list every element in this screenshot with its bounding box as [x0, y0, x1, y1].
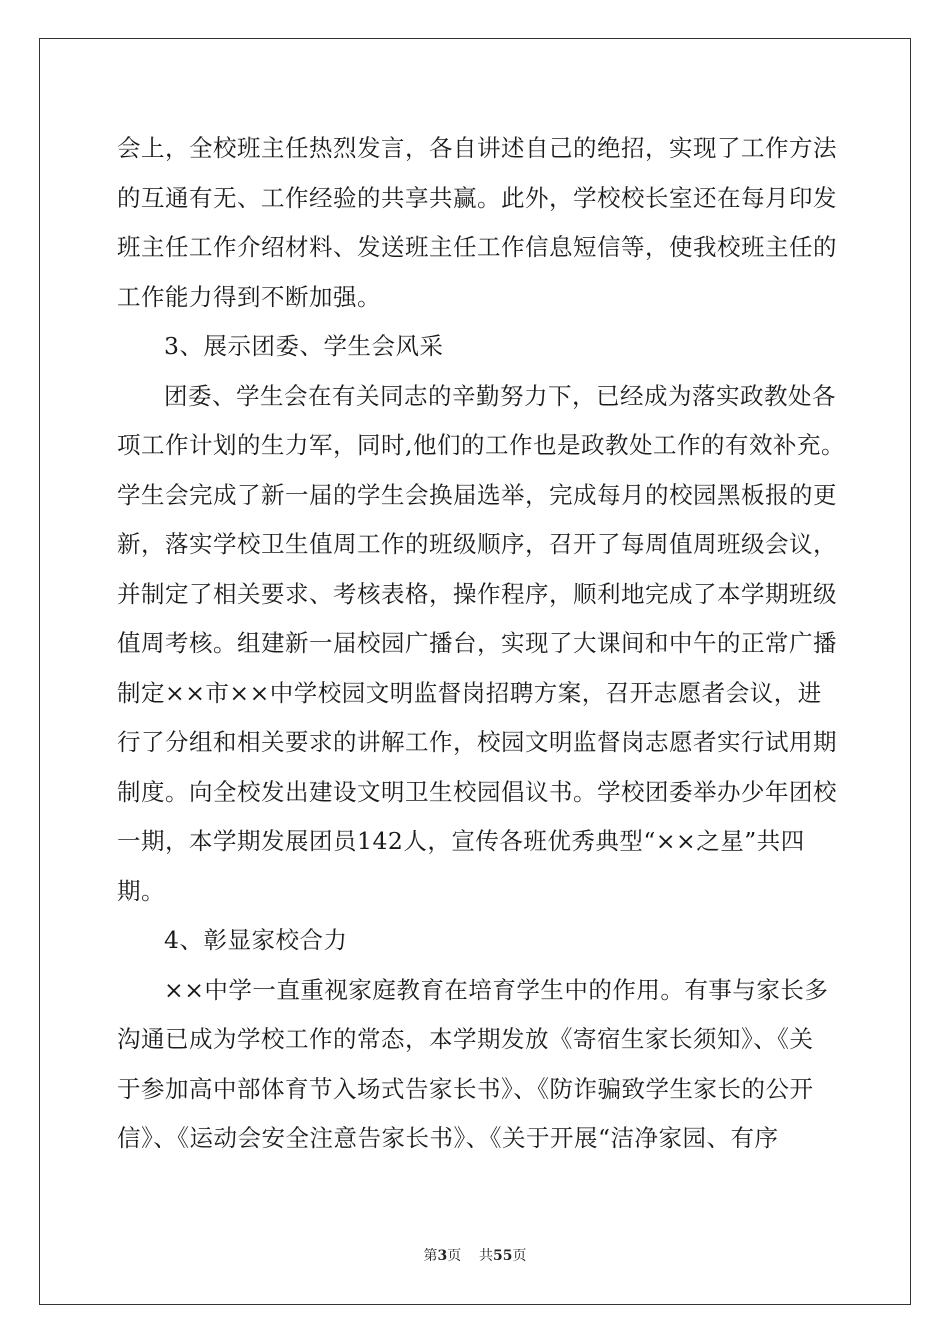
text-line: 学生会完成了新一届的学生会换届选举，完成每月的校园黑板报的更 [117, 480, 837, 509]
text-line: 制度。向全校发出建设文明卫生校园倡议书。学校团委举办少年团校 [117, 777, 837, 806]
text-line: 的互通有无、工作经验的共享共赢。此外，学校校长室还在每月印发 [117, 183, 837, 212]
text-line: 并制定了相关要求、考核表格，操作程序，顺利地完成了本学期班级 [117, 579, 837, 608]
text-line: 期。 [117, 876, 165, 905]
page-number: 3 [437, 1248, 448, 1264]
document-body [117, 124, 845, 1164]
total-suffix: 页 [512, 1248, 527, 1264]
total-pages: 55 [493, 1248, 513, 1264]
text-line: 行了分组和相关要求的讲解工作，校园文明监督岗志愿者实行试用期 [117, 728, 837, 756]
text-line: 会上，全校班主任热烈发言，各自讲述自己的绝招，实现了工作方法 [117, 134, 837, 162]
page-prefix: 第 [423, 1248, 438, 1264]
page-footer [0, 1245, 950, 1265]
text-line: 一期，本学期发展团员142人，宣传各班优秀典型“××之星”共四 [117, 827, 805, 855]
text-line: 3、展示团委、学生会风采 [164, 332, 444, 360]
text-line: 项工作计划的生力军，同时,他们的工作也是政教处工作的有效补充。 [117, 431, 845, 459]
text-line: 信》、《运动会安全注意告家长书》、《关于开展“洁净家园、有序 [117, 1124, 779, 1152]
text-line: 工作能力得到不断加强。 [117, 282, 381, 311]
text-line: 值周考核。组建新一届校园广播台，实现了大课间和中午的正常广播 [117, 629, 837, 657]
text-line: 沟通已成为学校工作的常态，本学期发放《寄宿生家长须知》、《关 [117, 1025, 814, 1053]
text-line: 团委、学生会在有关同志的辛勤努力下，已经成为落实政教处各 [164, 381, 836, 410]
total-prefix: 共 [479, 1248, 494, 1264]
page-suffix: 页 [447, 1248, 462, 1264]
text-line: 新，落实学校卫生值周工作的班级顺序，召开了每周值周班级会议， [117, 530, 837, 558]
text-line: 于参加高中部体育节入场式告家长书》、《防诈骗致学生家长的公开 [117, 1074, 814, 1103]
text-line: 制定××市××中学校园文明监督岗招聘方案，召开志愿者会议，进 [117, 678, 822, 707]
text-line: 班主任工作介绍材料、发送班主任工作信息短信等，使我校班主任的 [117, 233, 837, 261]
text-line: 4、彰显家校合力 [164, 926, 348, 954]
text-line: ××中学一直重视家庭教育在培育学生中的作用。有事与家长多 [164, 975, 829, 1004]
